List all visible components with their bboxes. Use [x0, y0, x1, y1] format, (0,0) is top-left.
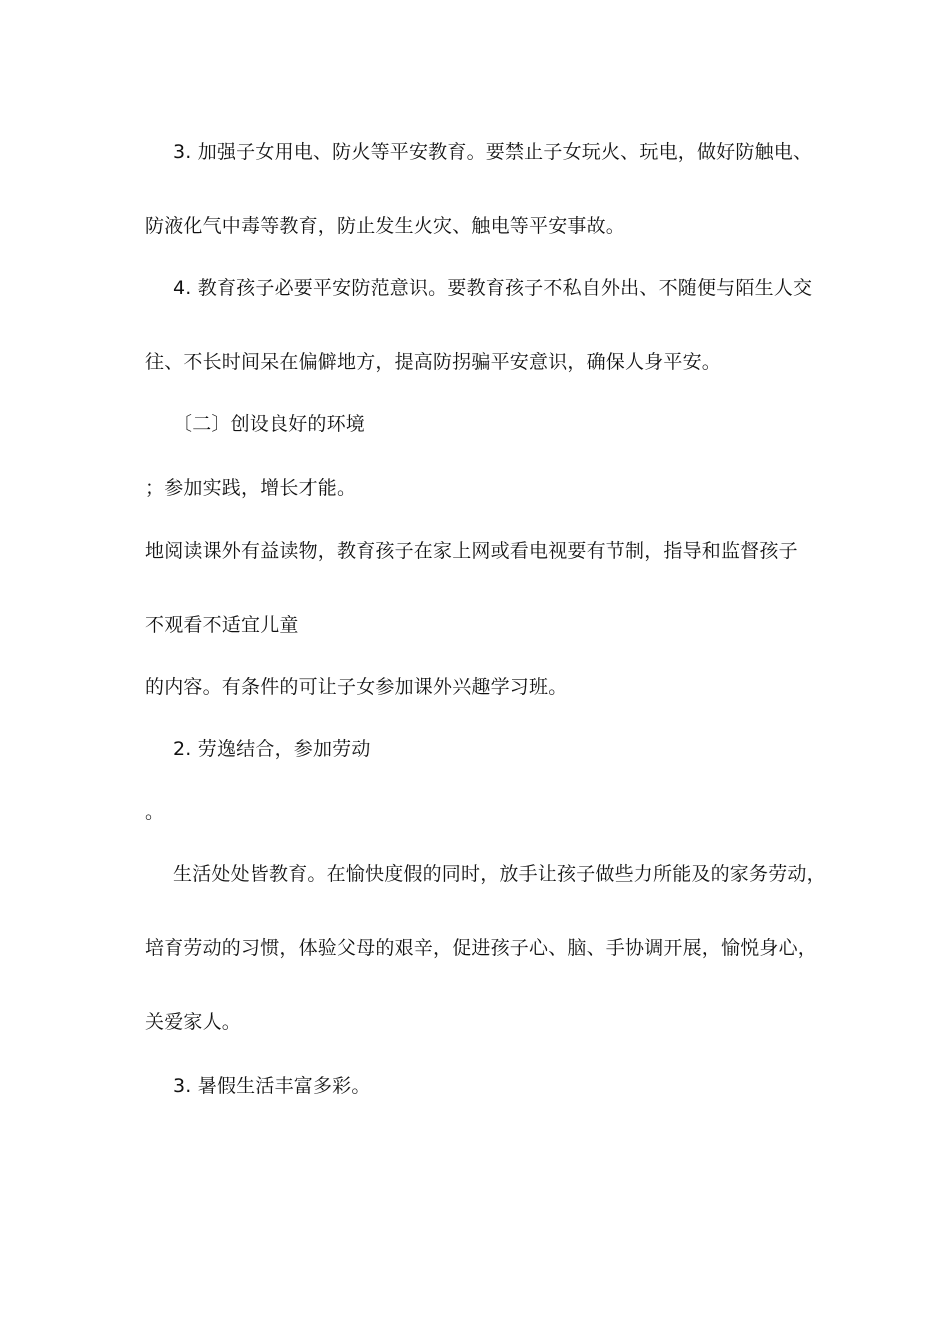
paragraph-line: 3. 加强子女用电、防火等平安教育。要禁止子女玩火、玩电，做好防触电、 [173, 141, 813, 163]
section-heading: 〔二〕创设良好的环境 [173, 413, 366, 435]
paragraph-line: 防液化气中毒等教育，防止发生火灾、触电等平安事故。 [145, 215, 626, 237]
paragraph-line: 培育劳动的习惯，体验父母的艰辛，促进孩子心、脑、手协调开展，愉悦身心， [145, 937, 818, 959]
paragraph-line: 的内容。有条件的可让子女参加课外兴趣学习班。 [145, 676, 568, 698]
paragraph-line: 关爱家人。 [145, 1011, 242, 1033]
paragraph-line: 4. 教育孩子必要平安防范意识。要教育孩子不私自外出、不随便与陌生人交 [173, 277, 813, 299]
subheading: 3. 暑假生活丰富多彩。 [173, 1075, 371, 1097]
paragraph-line: 不观看不适宜儿童 [145, 614, 299, 636]
paragraph-line: 往、不长时间呆在偏僻地方，提高防拐骗平安意识，确保人身平安。 [145, 351, 722, 373]
paragraph-line: 生活处处皆教育。在愉快度假的同时，放手让孩子做些力所能及的家务劳动， [173, 863, 826, 885]
paragraph-line: ；参加实践，增长才能。 [145, 477, 357, 499]
paragraph-line: 。 [145, 801, 165, 823]
paragraph-line: 地阅读课外有益读物，教育孩子在家上网或看电视要有节制，指导和监督孩子 [145, 540, 798, 562]
subheading: 2. 劳逸结合，参加劳动 [173, 738, 371, 760]
